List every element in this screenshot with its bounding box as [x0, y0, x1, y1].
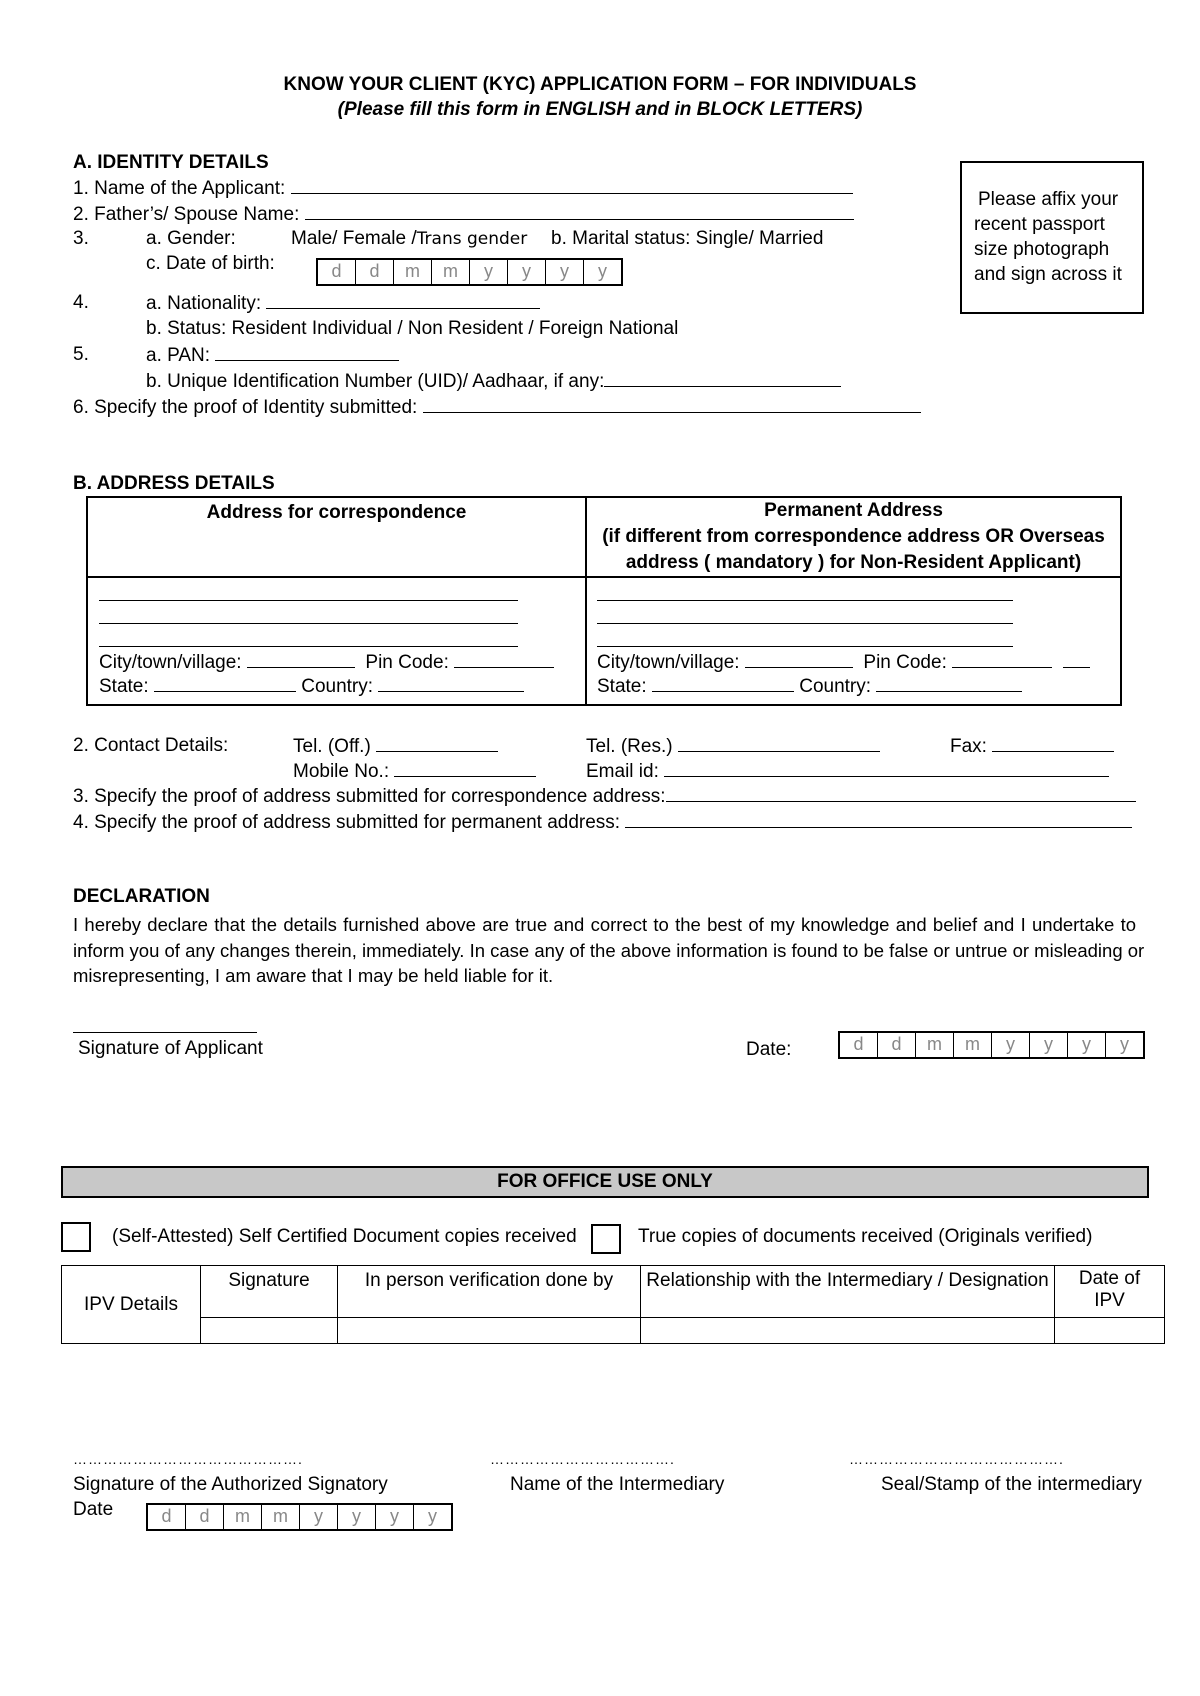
date-box: y [337, 1505, 375, 1529]
mobile-field[interactable] [293, 760, 536, 783]
country-label: Country: [799, 676, 872, 697]
declaration-line: I hereby declare that the details furnished above are true and correct to the best of my knowledge and belief and I undertake to [73, 914, 1136, 935]
photo-box-line: Please affix your [978, 189, 1119, 210]
father-name-field[interactable] [73, 203, 854, 226]
tel-res-field[interactable] [586, 735, 880, 758]
intermediary-name-label: Name of the Intermediary [510, 1474, 725, 1495]
date-box: d [355, 260, 393, 284]
photo-box[interactable] [960, 161, 1144, 314]
photo-box-line: recent passport [974, 214, 1105, 235]
col-signature: Signature [201, 1266, 338, 1318]
gender-options[interactable] [291, 228, 527, 250]
pin-label: Pin Code: [863, 652, 947, 673]
perm-state-country[interactable] [587, 675, 1120, 699]
gender-label: a. Gender: [146, 228, 236, 249]
identity-heading: A. IDENTITY DETAILS [73, 152, 269, 173]
col-date-line1: Date of [1078, 1268, 1141, 1289]
corr-header-cell [87, 497, 586, 577]
ipv-verification-cell[interactable] [338, 1318, 641, 1344]
fax-label: Fax: [950, 736, 987, 757]
corr-city-pin[interactable] [88, 647, 585, 675]
email-label: Email id: [586, 761, 659, 782]
perm-address-cell[interactable] [586, 577, 1121, 705]
date-box: m [431, 260, 469, 284]
tel-res-label: Tel. (Res.) [586, 736, 673, 757]
ipv-label: IPV Details [62, 1266, 201, 1344]
self-attested-checkbox[interactable] [61, 1222, 91, 1252]
col-verification: In person verification done by [338, 1266, 641, 1318]
date-box: y [507, 260, 545, 284]
date-box: y [991, 1033, 1029, 1057]
dob-label: c. Date of birth: [146, 253, 275, 274]
gender-options-b: Trans gender [416, 229, 528, 249]
date-box: m [393, 260, 431, 284]
auth-sign-label: Signature of the Authorized Signatory [73, 1474, 388, 1495]
declaration-date-label: Date: [746, 1039, 792, 1060]
proof-perm-field[interactable] [73, 811, 1132, 834]
date-box: y [1105, 1033, 1143, 1057]
city-label: City/town/village: [597, 652, 740, 673]
address-heading: B. ADDRESS DETAILS [73, 473, 275, 494]
perm-city-pin[interactable] [587, 647, 1120, 675]
ipv-date-cell[interactable] [1055, 1318, 1165, 1344]
contact-label: 2. Contact Details: [73, 735, 229, 756]
date-box: d [331, 261, 342, 281]
date-box: y [469, 260, 507, 284]
office-use-banner: FOR OFFICE USE ONLY [61, 1166, 1149, 1198]
declaration-date-boxes[interactable] [838, 1031, 1145, 1059]
applicant-name-label: 1. Name of the Applicant: [73, 178, 286, 199]
uid-field[interactable] [146, 370, 841, 393]
city-label: City/town/village: [99, 652, 242, 673]
mobile-label: Mobile No.: [293, 761, 390, 782]
date-box: m [223, 1505, 261, 1529]
pin-label: Pin Code: [365, 652, 449, 673]
perm-address-lines[interactable] [597, 578, 1013, 647]
tel-off-field[interactable] [293, 735, 498, 758]
true-copies-label: True copies of documents received (Originals verified) [638, 1226, 1093, 1247]
self-attested-label: (Self-Attested) Self Certified Document copies received [112, 1226, 577, 1247]
proof-corr-label: 3. Specify the proof of address submitted for correspondence address: [73, 786, 666, 807]
date-box: d [877, 1033, 915, 1057]
ipv-table [61, 1265, 1165, 1344]
corr-address-lines[interactable] [99, 578, 518, 647]
ipv-signature-cell[interactable] [201, 1318, 338, 1344]
col-date [1055, 1266, 1165, 1318]
auth-sign-dots[interactable]: ………………………………………. [73, 1451, 303, 1467]
declaration-line: misrepresenting, I am aware that I may be held liable for it. [73, 965, 554, 986]
date-box: m [261, 1505, 299, 1529]
seal-dots[interactable]: ……………………………………. [849, 1451, 1064, 1467]
declaration-text [73, 912, 1145, 989]
photo-box-line: size photograph [974, 239, 1110, 260]
declaration-heading: DECLARATION [73, 886, 210, 907]
date-box: d [185, 1505, 223, 1529]
nationality-label: a. Nationality: [146, 293, 262, 314]
perm-header-line: Permanent Address [764, 500, 943, 521]
date-box: d [161, 1506, 172, 1526]
date-box: y [299, 1505, 337, 1529]
office-date-label: Date [73, 1499, 114, 1520]
proof-corr-field[interactable] [73, 785, 1136, 808]
marital-status-label[interactable]: b. Marital status: Single/ Married [551, 228, 824, 249]
q4-number: 4. [73, 292, 89, 313]
date-box: y [545, 260, 583, 284]
date-box: y [413, 1505, 451, 1529]
applicant-name-field[interactable] [73, 177, 853, 200]
q3-number: 3. [73, 228, 89, 249]
q5-number: 5. [73, 344, 89, 365]
col-date-line2: IPV [1094, 1290, 1125, 1311]
email-field[interactable] [586, 760, 1109, 783]
office-date-boxes[interactable] [146, 1503, 453, 1531]
country-label: Country: [301, 676, 374, 697]
pan-field[interactable] [146, 344, 399, 367]
applicant-signature-label: Signature of Applicant [78, 1038, 263, 1059]
true-copies-checkbox[interactable] [591, 1224, 621, 1254]
form-title: KNOW YOUR CLIENT (KYC) APPLICATION FORM – FOR INDIVIDUALS [283, 74, 917, 95]
nationality-field[interactable] [146, 292, 540, 315]
pan-label: a. PAN: [146, 345, 211, 366]
status-label[interactable]: b. Status: Resident Individual / Non Resident / Foreign National [146, 318, 679, 339]
perm-header-line: address ( mandatory ) for Non-Resident Applicant) [625, 552, 1082, 573]
applicant-signature-line[interactable] [73, 1032, 257, 1033]
corr-header: Address for correspondence [206, 502, 467, 523]
date-box: y [583, 260, 621, 284]
uid-label: b. Unique Identification Number (UID)/ Aadhaar, if any: [146, 371, 605, 392]
address-table [86, 496, 1122, 706]
state-label: State: [99, 676, 149, 697]
date-box: y [1067, 1033, 1105, 1057]
proof-perm-label: 4. Specify the proof of address submitted for permanent address: [73, 812, 621, 833]
perm-header-cell [586, 497, 1121, 577]
state-label: State: [597, 676, 647, 697]
intermediary-name-dots[interactable]: ………………………………. [490, 1451, 675, 1467]
date-box: y [375, 1505, 413, 1529]
date-box: d [853, 1034, 864, 1054]
seal-label: Seal/Stamp of the intermediary [881, 1474, 1142, 1495]
identity-proof-field[interactable] [73, 396, 921, 419]
dob-boxes[interactable] [316, 258, 623, 286]
corr-state-country[interactable] [88, 675, 585, 699]
date-box: m [915, 1033, 953, 1057]
perm-header-line: (if different from correspondence address OR Overseas [602, 526, 1105, 547]
declaration-line: inform you of any changes therein, immediately. In case any of the above information is found to be false or untrue or misleading or [73, 939, 1145, 961]
tel-off-label: Tel. (Off.) [293, 736, 371, 757]
date-box: m [953, 1033, 991, 1057]
date-box: y [1029, 1033, 1067, 1057]
fax-field[interactable] [950, 735, 1114, 758]
identity-proof-label: 6. Specify the proof of Identity submitted: [73, 397, 418, 418]
father-name-label: 2. Father’s/ Spouse Name: [73, 204, 300, 225]
photo-box-line: and sign across it [974, 264, 1122, 285]
form-subtitle: (Please fill this form in ENGLISH and in BLOCK LETTERS) [337, 99, 863, 120]
gender-options-a: Male/ Female / [291, 228, 417, 249]
col-relationship: Relationship with the Intermediary / Designation [641, 1266, 1055, 1318]
ipv-relationship-cell[interactable] [641, 1318, 1055, 1344]
corr-address-cell[interactable] [87, 577, 586, 705]
